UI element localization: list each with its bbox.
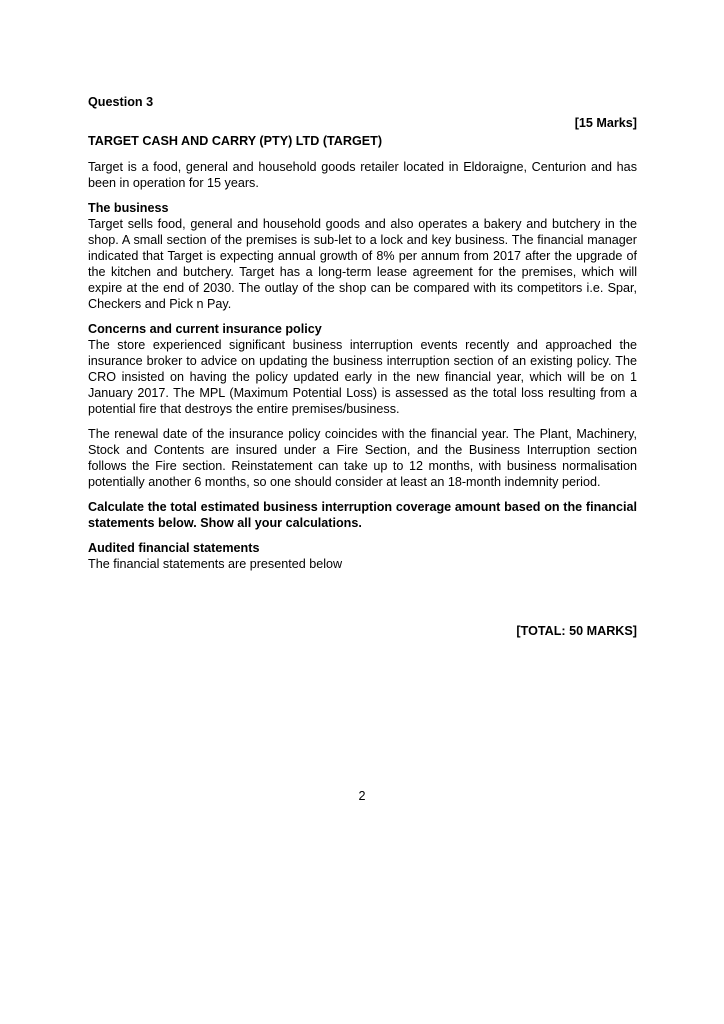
renewal-paragraph: The renewal date of the insurance policy coincides with the financial year. The Plant, Machinery, Stock and Contents are insured under a Fire Section, and the Business Interruption section follows the Fire section. Reinstatement can take up to 12 months, with business normalisation potentially another 6 months, so one should consider at least an 18-month indemnity period. [88,426,637,489]
statements-heading: Audited financial statements [88,540,260,555]
intro-paragraph: Target is a food, general and household goods retailer located in Eldoraigne, Centurion and has been in operation for 15 years. [88,159,637,190]
total-marks: [TOTAL: 50 MARKS] [516,624,637,638]
question-title: Question 3 [88,95,154,109]
business-paragraph: Target sells food, general and household goods and also operates a bakery and butchery in the shop. A small section of the premises is sub-let to a lock and key business. The financial manager indicated that Target is expecting annual growth of 8% per annum from 2017 after the upgrade of the kitchen and butchery. Target has a long-term lease agreement for the premises, which will expire at the end of 2030. The outlay of the shop can be compared with its competitors i.e. Spar, Checkers and Pick n Pay. [88,216,637,311]
business-heading: The business [88,200,169,215]
concerns-heading: Concerns and current insurance policy [88,321,322,336]
task-instruction: Calculate the total estimated business interruption coverage amount based on the financial statements below. Show all your calculations. [88,499,637,530]
concerns-paragraph: The store experienced significant business interruption events recently and approached the insurance broker to advice on updating the business interruption section of an existing policy. The CRO insisted on having the policy updated early in the new financial year, which will be on 1 January 2017. The MPL (Maximum Potential Loss) is assessed as the total loss resulting from a potential fire that destroys the entire premises/business. [88,337,637,416]
document-page [88,94,637,572]
question-marks: [15 Marks] [574,115,637,130]
statements-text: The financial statements are presented below [88,556,343,571]
page-number: 2 [358,789,366,803]
company-title: TARGET CASH AND CARRY (PTY) LTD (TARGET) [88,134,383,148]
